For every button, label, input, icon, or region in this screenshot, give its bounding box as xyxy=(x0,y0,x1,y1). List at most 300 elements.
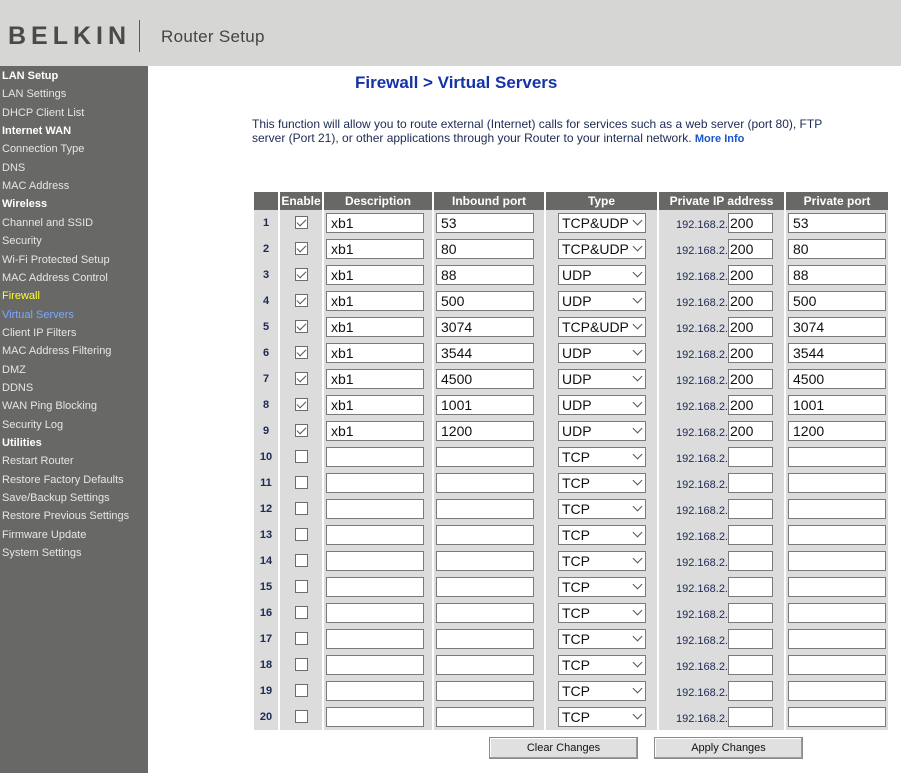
enable-checkbox[interactable] xyxy=(295,528,308,541)
sidebar-item-dhcp-client-list[interactable]: DHCP Client List xyxy=(2,106,85,119)
sidebar-item-security-log[interactable]: Security Log xyxy=(2,418,64,431)
enable-cell xyxy=(280,470,322,496)
chevron-down-icon xyxy=(633,216,643,226)
ip-octet-input[interactable]: 200 xyxy=(728,343,773,363)
description-input[interactable] xyxy=(326,707,424,727)
type-cell xyxy=(546,704,657,730)
type-select[interactable] xyxy=(558,707,646,727)
inbound-port-cell xyxy=(434,496,544,522)
enable-checkbox[interactable] xyxy=(295,268,308,281)
private-port-input[interactable]: 80 xyxy=(788,239,886,259)
enable-checkbox[interactable] xyxy=(295,372,308,385)
more-info-link[interactable]: More Info xyxy=(694,133,745,145)
ip-octet-input[interactable] xyxy=(728,551,773,571)
inbound-port-input[interactable]: 88 xyxy=(436,265,534,285)
type-select[interactable] xyxy=(558,317,646,337)
type-select[interactable] xyxy=(558,499,646,519)
type-cell xyxy=(546,496,657,522)
inbound-port-input[interactable]: 1001 xyxy=(436,395,534,415)
private-port-input[interactable] xyxy=(788,629,886,649)
private-port-input[interactable] xyxy=(788,473,886,493)
row-number: 7 xyxy=(254,366,278,392)
private-port-input[interactable]: 1200 xyxy=(788,421,886,441)
description-input[interactable]: xb1 xyxy=(326,291,424,311)
ip-prefix: 192.168.2. xyxy=(676,660,728,673)
private-port-input[interactable]: 3544 xyxy=(788,343,886,363)
type-select[interactable] xyxy=(558,213,646,233)
private-port-cell xyxy=(786,652,888,678)
type-select-value: TCP xyxy=(562,631,590,647)
enable-cell xyxy=(280,574,322,600)
description-input[interactable] xyxy=(326,603,424,623)
inbound-port-input[interactable] xyxy=(436,603,534,623)
column-header-description: Description xyxy=(324,192,432,210)
enable-cell xyxy=(280,314,322,340)
description-input[interactable] xyxy=(326,499,424,519)
inbound-port-cell xyxy=(434,340,544,366)
ip-prefix: 192.168.2. xyxy=(676,504,728,517)
sidebar-item-restore-factory-defaults[interactable]: Restore Factory Defaults xyxy=(2,473,124,486)
table-row xyxy=(254,288,888,314)
private-ip-cell xyxy=(659,392,784,418)
row-number: 5 xyxy=(254,314,278,340)
type-select[interactable] xyxy=(558,265,646,285)
ip-octet-input[interactable] xyxy=(728,447,773,467)
description-input[interactable]: xb1 xyxy=(326,239,424,259)
private-ip-cell xyxy=(659,288,784,314)
description-input[interactable] xyxy=(326,447,424,467)
ip-prefix: 192.168.2. xyxy=(676,478,728,491)
sidebar-item-firewall[interactable]: Firewall xyxy=(2,290,40,303)
enable-checkbox[interactable] xyxy=(295,580,308,593)
ip-octet-input[interactable] xyxy=(728,707,773,727)
private-port-input[interactable]: 4500 xyxy=(788,369,886,389)
inbound-port-cell xyxy=(434,236,544,262)
description-cell xyxy=(324,522,432,548)
private-ip-cell xyxy=(659,444,784,470)
table-row xyxy=(254,496,888,522)
private-port-cell xyxy=(786,236,888,262)
inbound-port-input[interactable]: 53 xyxy=(436,213,534,233)
description-input[interactable]: xb1 xyxy=(326,421,424,441)
sidebar-item-lan-setup: LAN Setup xyxy=(2,70,59,82)
ip-prefix: 192.168.2. xyxy=(676,218,728,231)
private-port-input[interactable] xyxy=(788,603,886,623)
type-select-value: TCP&UDP xyxy=(562,319,629,335)
description-cell xyxy=(324,678,432,704)
type-select[interactable] xyxy=(558,577,646,597)
type-select[interactable] xyxy=(558,655,646,675)
type-select[interactable] xyxy=(558,447,646,467)
ip-prefix: 192.168.2. xyxy=(676,426,728,439)
ip-prefix: 192.168.2. xyxy=(676,348,728,361)
column-header-type: Type xyxy=(546,192,657,210)
description-input[interactable]: xb1 xyxy=(326,395,424,415)
sidebar-item-security[interactable]: Security xyxy=(2,235,42,248)
ip-octet-input[interactable]: 200 xyxy=(728,317,773,337)
sidebar-item-mac-address-filtering[interactable]: MAC Address Filtering xyxy=(2,345,112,358)
type-select[interactable] xyxy=(558,629,646,649)
enable-checkbox[interactable] xyxy=(295,632,308,645)
enable-cell xyxy=(280,522,322,548)
inbound-port-input[interactable] xyxy=(436,525,534,545)
enable-cell xyxy=(280,626,322,652)
private-ip-cell xyxy=(659,470,784,496)
sidebar-item-connection-type[interactable]: Connection Type xyxy=(2,143,85,156)
type-cell xyxy=(546,262,657,288)
private-port-cell xyxy=(786,210,888,236)
description-input[interactable] xyxy=(326,577,424,597)
type-cell xyxy=(546,574,657,600)
description-input[interactable] xyxy=(326,629,424,649)
inbound-port-input[interactable] xyxy=(436,655,534,675)
ip-octet-input[interactable] xyxy=(728,681,773,701)
description-cell xyxy=(324,340,432,366)
ip-octet-input[interactable] xyxy=(728,655,773,675)
enable-cell xyxy=(280,392,322,418)
column-header-number xyxy=(254,192,278,210)
ip-prefix: 192.168.2. xyxy=(676,608,728,621)
table-row xyxy=(254,262,888,288)
inbound-port-cell xyxy=(434,574,544,600)
private-port-input[interactable] xyxy=(788,707,886,727)
chevron-down-icon xyxy=(633,476,643,486)
description-input[interactable]: xb1 xyxy=(326,343,424,363)
ip-prefix: 192.168.2. xyxy=(676,556,728,569)
enable-cell xyxy=(280,418,322,444)
sidebar-item-client-ip-filters[interactable]: Client IP Filters xyxy=(2,326,77,339)
type-cell xyxy=(546,652,657,678)
column-header-enable: Enable xyxy=(281,194,321,208)
inbound-port-input[interactable] xyxy=(436,707,534,727)
private-port-cell xyxy=(786,522,888,548)
inbound-port-input[interactable]: 80 xyxy=(436,239,534,259)
chevron-down-icon xyxy=(633,268,643,278)
ip-octet-input[interactable] xyxy=(728,629,773,649)
sidebar-item-utilities: Utilities xyxy=(2,437,42,449)
table-row xyxy=(254,392,888,418)
row-number: 17 xyxy=(254,626,278,652)
type-cell xyxy=(546,600,657,626)
inbound-port-cell xyxy=(434,678,544,704)
chevron-down-icon xyxy=(633,372,643,382)
table-row xyxy=(254,236,888,262)
type-cell xyxy=(546,548,657,574)
enable-checkbox[interactable] xyxy=(295,710,308,723)
belkin-logo: BELKIN xyxy=(8,22,132,50)
type-select[interactable] xyxy=(558,239,646,259)
private-port-cell xyxy=(786,704,888,730)
ip-octet-input[interactable]: 200 xyxy=(728,213,773,233)
sidebar-item-mac-address-control[interactable]: MAC Address Control xyxy=(2,271,108,284)
ip-octet-input[interactable]: 200 xyxy=(728,395,773,415)
private-port-cell xyxy=(786,418,888,444)
description-input[interactable] xyxy=(326,473,424,493)
description-input[interactable]: xb1 xyxy=(326,265,424,285)
inbound-port-input[interactable] xyxy=(436,629,534,649)
ip-prefix: 192.168.2. xyxy=(676,244,728,257)
sidebar-item-wi-fi-protected-setup[interactable]: Wi-Fi Protected Setup xyxy=(2,253,110,266)
enable-cell xyxy=(280,262,322,288)
inbound-port-input[interactable] xyxy=(436,499,534,519)
ip-octet-input[interactable] xyxy=(728,577,773,597)
ip-prefix: 192.168.2. xyxy=(676,634,728,647)
table-row xyxy=(254,626,888,652)
enable-cell xyxy=(280,678,322,704)
private-port-cell xyxy=(786,600,888,626)
sidebar-item-system-settings[interactable]: System Settings xyxy=(2,547,82,560)
ip-octet-input[interactable]: 200 xyxy=(728,265,773,285)
private-port-input[interactable]: 1001 xyxy=(788,395,886,415)
enable-cell xyxy=(280,236,322,262)
type-select[interactable] xyxy=(558,681,646,701)
type-select-value: TCP xyxy=(562,553,590,569)
sidebar-item-internet-wan: Internet WAN xyxy=(2,125,72,138)
enable-cell xyxy=(280,704,322,730)
virtual-servers-table xyxy=(252,192,890,730)
enable-checkbox[interactable] xyxy=(295,320,308,333)
inbound-port-input[interactable] xyxy=(436,447,534,467)
chevron-down-icon xyxy=(633,450,643,460)
ip-prefix: 192.168.2. xyxy=(676,374,728,387)
type-cell xyxy=(546,314,657,340)
row-number: 9 xyxy=(254,418,278,444)
chevron-down-icon xyxy=(633,528,643,538)
type-select-value: UDP xyxy=(562,423,592,439)
ip-prefix: 192.168.2. xyxy=(676,400,728,413)
type-select-value: UDP xyxy=(562,293,592,309)
ip-octet-input[interactable] xyxy=(728,499,773,519)
type-select-value: TCP xyxy=(562,475,590,491)
enable-checkbox[interactable] xyxy=(295,684,308,697)
table-row xyxy=(254,314,888,340)
sidebar-item-wan-ping-blocking[interactable]: WAN Ping Blocking xyxy=(2,400,97,413)
private-port-cell xyxy=(786,548,888,574)
private-ip-cell xyxy=(659,548,784,574)
inbound-port-input[interactable] xyxy=(436,473,534,493)
type-select-value: UDP xyxy=(562,267,592,283)
description-input[interactable] xyxy=(326,525,424,545)
private-port-input[interactable] xyxy=(788,525,886,545)
sidebar-item-dmz[interactable]: DMZ xyxy=(2,363,26,376)
enable-checkbox[interactable] xyxy=(295,658,308,671)
sidebar-item-restore-previous-settings[interactable]: Restore Previous Settings xyxy=(2,510,130,523)
row-number: 10 xyxy=(254,444,278,470)
private-ip-cell xyxy=(659,522,784,548)
description-input[interactable] xyxy=(326,681,424,701)
row-number: 6 xyxy=(254,340,278,366)
sidebar-item-virtual-servers[interactable]: Virtual Servers xyxy=(2,308,74,321)
sidebar-item-restart-router[interactable]: Restart Router xyxy=(2,455,74,468)
type-select[interactable] xyxy=(558,395,646,415)
enable-checkbox[interactable] xyxy=(295,424,308,437)
description-input[interactable]: xb1 xyxy=(326,317,424,337)
type-select-value: TCP xyxy=(562,657,590,673)
row-number: 2 xyxy=(254,236,278,262)
description-cell xyxy=(324,652,432,678)
ip-octet-input[interactable] xyxy=(728,525,773,545)
type-cell xyxy=(546,522,657,548)
product-title: Router Setup xyxy=(161,27,265,46)
ip-octet-input[interactable]: 200 xyxy=(728,291,773,311)
enable-checkbox[interactable] xyxy=(295,502,308,515)
description-input[interactable]: xb1 xyxy=(326,213,424,233)
description-input[interactable] xyxy=(326,655,424,675)
table-row xyxy=(254,704,888,730)
inbound-port-input[interactable] xyxy=(436,577,534,597)
private-ip-cell xyxy=(659,704,784,730)
enable-checkbox[interactable] xyxy=(295,476,308,489)
inbound-port-input[interactable] xyxy=(436,551,534,571)
private-port-cell xyxy=(786,496,888,522)
type-select[interactable] xyxy=(558,525,646,545)
ip-octet-input[interactable] xyxy=(728,473,773,493)
type-select-value: TCP xyxy=(562,605,590,621)
column-header-private-ip: Private IP address xyxy=(659,192,784,210)
chevron-down-icon xyxy=(633,398,643,408)
inbound-port-input[interactable]: 3074 xyxy=(436,317,534,337)
sidebar-item-ddns[interactable]: DDNS xyxy=(2,381,34,394)
sidebar-item-save-backup-settings[interactable]: Save/Backup Settings xyxy=(2,492,110,505)
private-ip-cell xyxy=(659,366,784,392)
description-cell xyxy=(324,496,432,522)
ip-octet-input[interactable]: 200 xyxy=(728,369,773,389)
enable-cell xyxy=(280,444,322,470)
private-port-input[interactable] xyxy=(788,681,886,701)
private-ip-cell xyxy=(659,340,784,366)
inbound-port-input[interactable] xyxy=(436,681,534,701)
type-select[interactable] xyxy=(558,369,646,389)
enable-cell xyxy=(280,288,322,314)
inbound-port-cell xyxy=(434,210,544,236)
enable-cell xyxy=(280,600,322,626)
private-port-cell xyxy=(786,678,888,704)
table-row xyxy=(254,444,888,470)
row-number: 19 xyxy=(254,678,278,704)
private-port-input[interactable] xyxy=(788,447,886,467)
clear-changes-button[interactable]: Clear Changes xyxy=(489,737,638,759)
row-number: 4 xyxy=(254,288,278,314)
table-header-row xyxy=(254,192,888,210)
enable-checkbox[interactable] xyxy=(295,606,308,619)
type-select[interactable] xyxy=(558,343,646,363)
chevron-down-icon xyxy=(633,294,643,304)
private-port-cell xyxy=(786,392,888,418)
description-input[interactable]: xb1 xyxy=(326,369,424,389)
sidebar-item-channel-and-ssid[interactable]: Channel and SSID xyxy=(2,216,94,229)
ip-prefix: 192.168.2. xyxy=(676,322,728,335)
table-row xyxy=(254,522,888,548)
enable-checkbox[interactable] xyxy=(295,398,308,411)
private-port-input[interactable] xyxy=(788,499,886,519)
sidebar-nav xyxy=(0,66,148,773)
enable-cell xyxy=(280,210,322,236)
type-select-value: TCP&UDP xyxy=(562,215,629,231)
type-cell xyxy=(546,418,657,444)
inbound-port-cell xyxy=(434,704,544,730)
inbound-port-cell xyxy=(434,444,544,470)
private-ip-cell xyxy=(659,626,784,652)
private-port-input[interactable]: 3074 xyxy=(788,317,886,337)
private-port-input[interactable]: 88 xyxy=(788,265,886,285)
description-input[interactable] xyxy=(326,551,424,571)
private-ip-cell xyxy=(659,210,784,236)
sidebar-item-lan-settings[interactable]: LAN Settings xyxy=(2,88,67,101)
ip-octet-input[interactable]: 200 xyxy=(728,239,773,259)
enable-checkbox[interactable] xyxy=(295,242,308,255)
enable-checkbox[interactable] xyxy=(295,554,308,567)
ip-octet-input[interactable]: 200 xyxy=(728,421,773,441)
inbound-port-cell xyxy=(434,418,544,444)
row-number: 8 xyxy=(254,392,278,418)
type-select-value: TCP xyxy=(562,501,590,517)
private-port-cell xyxy=(786,288,888,314)
inbound-port-cell xyxy=(434,522,544,548)
inbound-port-input[interactable]: 4500 xyxy=(436,369,534,389)
inbound-port-cell xyxy=(434,314,544,340)
private-port-cell xyxy=(786,444,888,470)
type-select[interactable] xyxy=(558,291,646,311)
column-header-private-port: Private port xyxy=(786,192,888,210)
private-port-input[interactable] xyxy=(788,577,886,597)
private-port-input[interactable] xyxy=(788,551,886,571)
enable-checkbox[interactable] xyxy=(295,450,308,463)
table-row xyxy=(254,652,888,678)
description-cell xyxy=(324,418,432,444)
chevron-down-icon xyxy=(633,580,643,590)
header-bar xyxy=(0,0,901,66)
description-cell xyxy=(324,262,432,288)
type-select[interactable] xyxy=(558,473,646,493)
ip-octet-input[interactable] xyxy=(728,603,773,623)
apply-changes-button[interactable]: Apply Changes xyxy=(654,737,803,759)
ip-prefix: 192.168.2. xyxy=(676,712,728,725)
inbound-port-cell xyxy=(434,626,544,652)
type-select[interactable] xyxy=(558,603,646,623)
ip-prefix: 192.168.2. xyxy=(676,270,728,283)
inbound-port-input[interactable]: 500 xyxy=(436,291,534,311)
ip-prefix: 192.168.2. xyxy=(676,296,728,309)
logo-divider xyxy=(139,20,140,52)
private-port-input[interactable] xyxy=(788,655,886,675)
row-number: 12 xyxy=(254,496,278,522)
private-ip-cell xyxy=(659,418,784,444)
private-port-input[interactable]: 53 xyxy=(788,213,886,233)
private-port-input[interactable]: 500 xyxy=(788,291,886,311)
row-number: 20 xyxy=(254,704,278,730)
sidebar-item-mac-address[interactable]: MAC Address xyxy=(2,180,70,193)
sidebar-item-firmware-update[interactable]: Firmware Update xyxy=(2,528,87,541)
chevron-down-icon xyxy=(633,684,643,694)
chevron-down-icon xyxy=(633,554,643,564)
type-cell xyxy=(546,470,657,496)
row-number: 11 xyxy=(254,470,278,496)
inbound-port-input[interactable]: 3544 xyxy=(436,343,534,363)
enable-checkbox[interactable] xyxy=(295,346,308,359)
type-select[interactable] xyxy=(558,551,646,571)
private-port-cell xyxy=(786,314,888,340)
inbound-port-cell xyxy=(434,470,544,496)
sidebar-item-dns[interactable]: DNS xyxy=(2,161,26,174)
inbound-port-input[interactable]: 1200 xyxy=(436,421,534,441)
table-row xyxy=(254,418,888,444)
description-cell xyxy=(324,444,432,470)
enable-checkbox[interactable] xyxy=(295,294,308,307)
inbound-port-cell xyxy=(434,548,544,574)
type-select[interactable] xyxy=(558,421,646,441)
private-port-cell xyxy=(786,626,888,652)
enable-checkbox[interactable] xyxy=(295,216,308,229)
